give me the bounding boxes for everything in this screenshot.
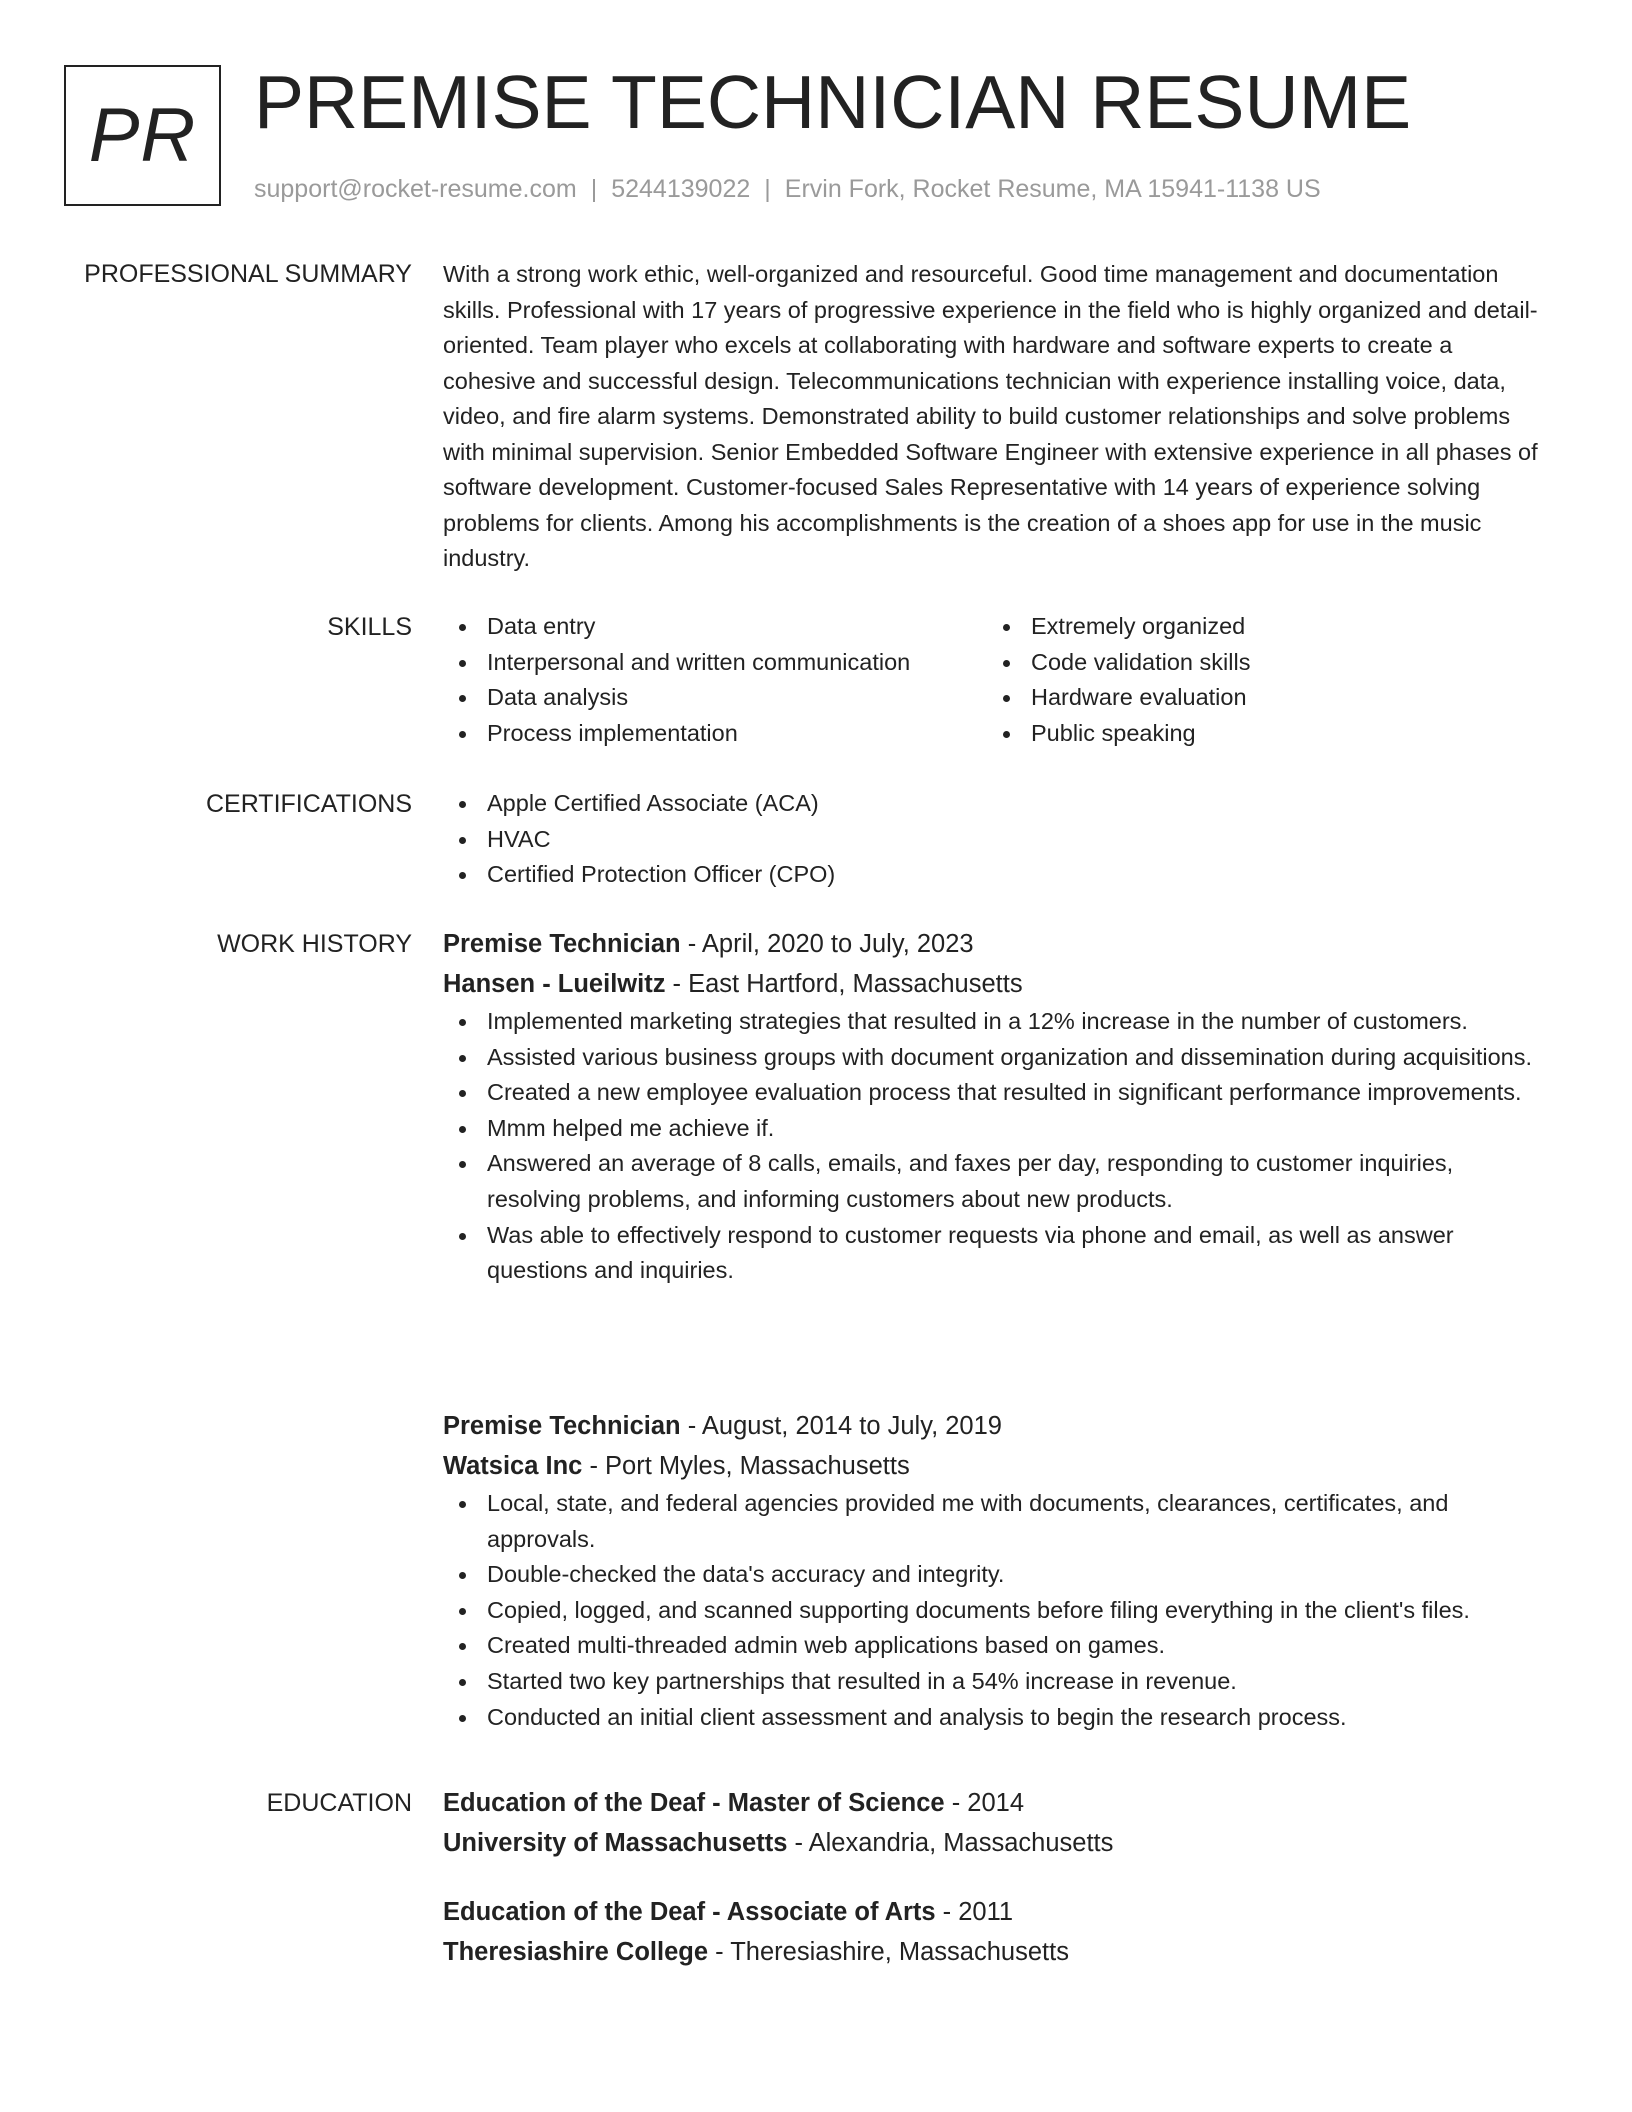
skills-column-left [443, 609, 987, 751]
skill-item: Process implementation [443, 716, 987, 752]
job-location: - East Hartford, Massachusetts [665, 970, 1023, 998]
education-school: University of Massachusetts [443, 1829, 788, 1857]
job-company-line [443, 1446, 1550, 1486]
education-heading: EDUCATION [266, 1789, 412, 1817]
skills-column-right [987, 609, 1531, 751]
job-bullets [443, 1486, 1550, 1735]
education-location: - Alexandria, Massachusetts [787, 1829, 1114, 1857]
job-bullet: Created multi-threaded admin web applications based on games. [443, 1628, 1550, 1664]
education-body [443, 1783, 1550, 2001]
skills-body [443, 609, 1550, 751]
contact-line [254, 172, 1321, 206]
education-entry [443, 1783, 1550, 1863]
education-degree: Education of the Deaf - Associate of Arts [443, 1898, 936, 1926]
certification-item: Certified Protection Officer (CPO) [443, 857, 1550, 893]
job-entry [443, 1406, 1550, 1735]
work-history-body [443, 924, 1550, 1730]
job-dates: - August, 2014 to July, 2019 [680, 1412, 1002, 1440]
job-bullet: Local, state, and federal agencies provided me with documents, clearances, certificates, and approvals. [443, 1486, 1550, 1557]
job-bullet: Double-checked the data's accuracy and integrity. [443, 1557, 1550, 1593]
skills-grid [443, 609, 1550, 751]
skill-item: Public speaking [987, 716, 1531, 752]
summary-heading: PROFESSIONAL SUMMARY [84, 260, 412, 288]
job-bullet: Assisted various business groups with document organization and dissemination during acquisitions. [443, 1040, 1550, 1076]
education-school-line [443, 1823, 1550, 1863]
contact-address: Ervin Fork, Rocket Resume, MA 15941-1138 US [784, 175, 1321, 203]
summary-text: With a strong work ethic, well-organized and resourceful. Good time management and documentation skills. Professional with 17 years of progressive experience in the field who is highly organized and detail-oriented. Team player who excels at collaborating with hardware and software experts to create a cohesive and successful design. Telecommunications technician with experience installing voice, data, video, and fire alarm systems. Demonstrated ability to build customer relationships and solve problems with minimal supervision. Senior Embedded Software Engineer with extensive experience in all phases of software development. Customer-focused Sales Representative with 14 years of experience solving problems for clients. Among his accomplishments is the creation of a shoes app for use in the music industry. [443, 261, 1538, 571]
job-title: Premise Technician [443, 930, 681, 958]
resume-title: PREMISE TECHNICIAN RESUME [254, 60, 1412, 144]
education-year: - 2011 [935, 1898, 1014, 1926]
certification-item: HVAC [443, 822, 1550, 858]
contact-separator: | [590, 175, 598, 203]
certification-item: Apple Certified Associate (ACA) [443, 786, 1550, 822]
contact-separator: | [764, 175, 771, 203]
contact-email[interactable]: support@rocket-resume.com [254, 175, 577, 203]
job-company-line [443, 964, 1550, 1004]
skill-item: Hardware evaluation [987, 680, 1531, 716]
certifications-body [443, 786, 1550, 893]
job-location: - Port Myles, Massachusetts [582, 1452, 910, 1480]
summary-body [443, 257, 1550, 577]
skill-item: Code validation skills [987, 645, 1531, 681]
job-bullet: Mmm helped me achieve if. [443, 1111, 1550, 1147]
skill-item: Data entry [443, 609, 987, 645]
education-year: - 2014 [944, 1789, 1024, 1817]
education-degree: Education of the Deaf - Master of Science [443, 1789, 945, 1817]
skills-heading: SKILLS [327, 613, 412, 641]
job-company: Hansen - Lueilwitz [443, 970, 666, 998]
contact-phone[interactable]: 5244139022 [611, 175, 751, 203]
skill-item: Data analysis [443, 680, 987, 716]
education-school: Theresiashire College [443, 1938, 709, 1966]
job-title: Premise Technician [443, 1412, 681, 1440]
work-history-heading: WORK HISTORY [217, 930, 412, 958]
job-bullet: Answered an average of 8 calls, emails, and faxes per day, responding to customer inquiries, resolving problems, and informing customers about new products. [443, 1146, 1550, 1217]
job-bullet: Was able to effectively respond to customer requests via phone and email, as well as answer questions and inquiries. [443, 1218, 1550, 1289]
education-degree-line [443, 1892, 1550, 1932]
monogram-initials: PR [88, 93, 197, 178]
job-title-line [443, 924, 1550, 964]
job-bullet: Created a new employee evaluation process that resulted in significant performance improvements. [443, 1075, 1550, 1111]
education-location: - Theresiashire, Massachusetts [708, 1938, 1069, 1966]
education-school-line [443, 1932, 1550, 1972]
job-bullet: Conducted an initial client assessment and analysis to begin the research process. [443, 1700, 1550, 1736]
job-dates: - April, 2020 to July, 2023 [680, 930, 974, 958]
job-bullet: Started two key partnerships that resulted in a 54% increase in revenue. [443, 1664, 1550, 1700]
job-company: Watsica Inc [443, 1452, 583, 1480]
skill-item: Interpersonal and written communication [443, 645, 987, 681]
job-bullets [443, 1004, 1550, 1289]
skill-item: Extremely organized [987, 609, 1531, 645]
job-title-line [443, 1406, 1550, 1446]
education-entry [443, 1892, 1550, 1972]
monogram-badge [64, 65, 221, 206]
certifications-heading: CERTIFICATIONS [205, 790, 412, 818]
job-entry [443, 924, 1550, 1289]
job-bullet: Implemented marketing strategies that resulted in a 12% increase in the number of customers. [443, 1004, 1550, 1040]
job-bullet: Copied, logged, and scanned supporting documents before filing everything in the client's files. [443, 1593, 1550, 1629]
education-degree-line [443, 1783, 1550, 1823]
